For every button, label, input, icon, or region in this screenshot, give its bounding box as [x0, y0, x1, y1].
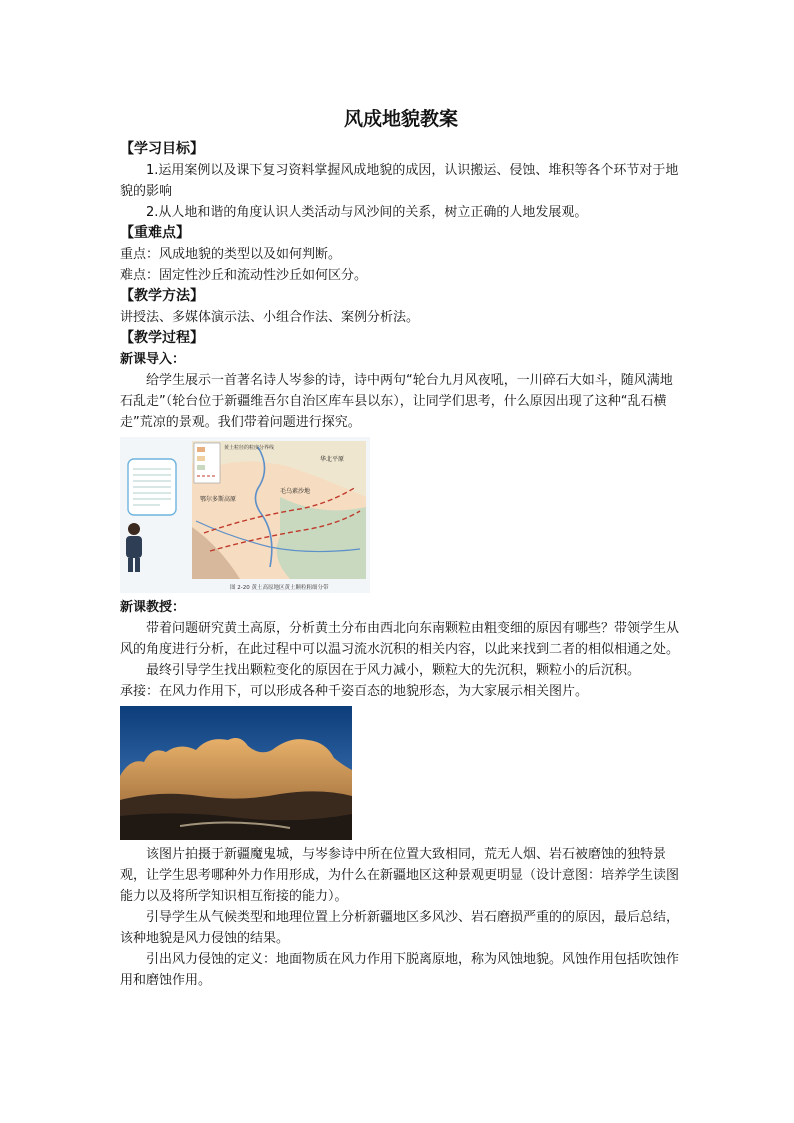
map-region-label-3: 华北平原: [320, 456, 345, 463]
goal-1: 1.运用案例以及课下复习资料掌握风成地貌的成因，认识搬运、侵蚀、堆积等各个环节对于地貌的影响: [120, 163, 679, 199]
heading-goals: 【学习目标】: [120, 141, 204, 157]
intro-text: 给学生展示一首著名诗人岑参的诗，诗中两句“轮台九月风夜吼，一川碎石大如斗，随风满地石乱走”（轮台位于新疆维吾尔自治区库车县以东），让同学们思考，什么原因出现了这种“乱石横走”荒凉的景观。我们带着问题进行探究。: [120, 373, 673, 430]
methods-text: 讲授法、多媒体演示法、小组合作法、案例分析法。: [120, 310, 420, 325]
goal-2: 2.从人地和谐的角度认识人类活动与风沙间的关系，树立正确的人地发展观。: [146, 205, 588, 220]
photo-paragraph-3: 引出风力侵蚀的定义：地面物质在风力作用下脱离原地，称为风蚀地貌。风蚀作用包括吹蚀作用和磨蚀作用。: [120, 952, 680, 988]
yardang-landscape-photo: [120, 706, 352, 840]
map-region-label-2: 毛乌素沙地: [280, 488, 311, 495]
heading-process: 【教学过程】: [120, 330, 204, 346]
difficulty: 难点：固定性沙丘和流动性沙丘如何区分。: [120, 268, 368, 283]
map-legend-title: 黄土粒径的粒度分界线: [224, 445, 275, 451]
transition-text: 承接：在风力作用下，可以形成各种千姿百态的地貌形态，为大家展示相关图片。: [120, 684, 589, 699]
teacher-avatar-icon: [128, 523, 140, 535]
page-title: 风成地貌教案: [343, 108, 458, 130]
map-region-label-1: 鄂尔多斯高原: [200, 496, 237, 503]
photo-paragraph-1: 该图片拍摄于新疆魔鬼城，与岑参诗中所在位置大致相同，荒无人烟、岩石被磨蚀的独特景观，让学生思考哪种外力作用形成，为什么在新疆地区这种景观更明显（设计意图：培养学生读图能力以及将所学知识相互衔接的能力）。: [120, 847, 680, 904]
photo-paragraph-2: 引导学生从气候类型和地理位置上分析新疆地区多风沙、岩石磨损严重的的原因，最后总结，该种地貌是风力侵蚀的结果。: [120, 910, 680, 946]
document-page: [120, 100, 682, 991]
heading-key-points: 【重难点】: [120, 225, 190, 241]
teach-heading: 新课教授：: [120, 600, 186, 615]
teach-paragraph-2: 最终引导学生找出颗粒变化的原因在于风力减小，颗粒大的先沉积，颗粒小的后沉积。: [146, 663, 641, 678]
map-caption: 图 2-20 黄土高原地区黄土颗粒粗细分带: [230, 585, 329, 591]
key-point: 重点：风成地貌的类型以及如何判断。: [120, 247, 342, 262]
loess-map-figure: [120, 437, 370, 593]
intro-heading: 新课导入：: [120, 352, 186, 367]
teach-paragraph-1: 带着问题研究黄土高原，分析黄土分布由西北向东南颗粒由粗变细的原因有哪些？带领学生从风的角度进行分析，在此过程中可以温习流水沉积的相关内容，以此来找到二者的相似相通之处。: [120, 621, 680, 657]
heading-methods: 【教学方法】: [120, 288, 204, 304]
